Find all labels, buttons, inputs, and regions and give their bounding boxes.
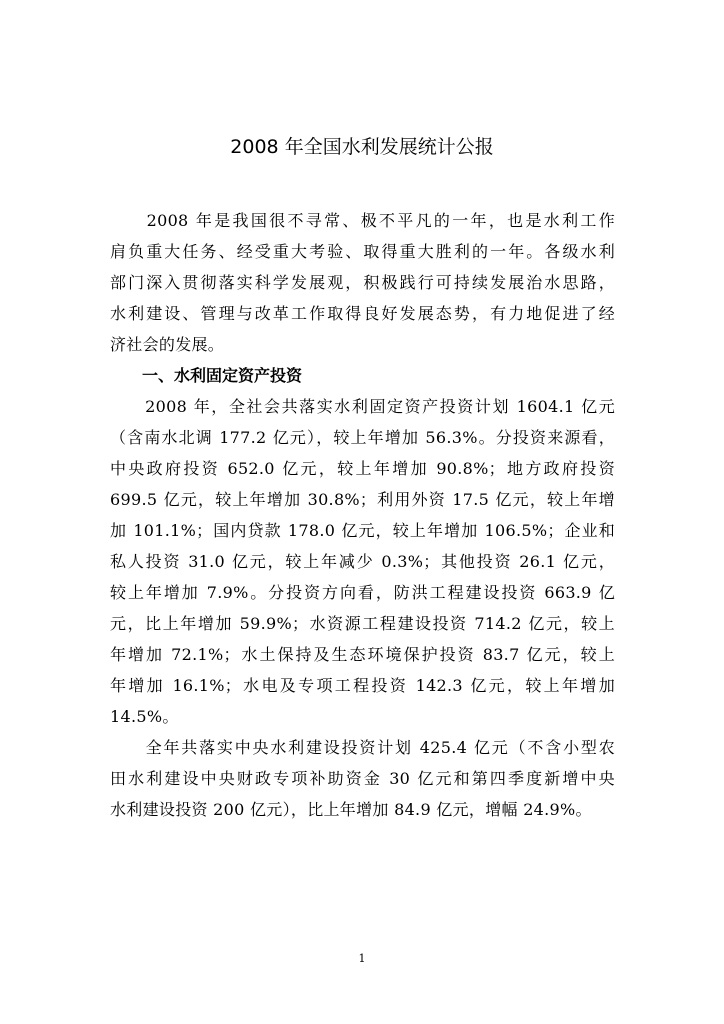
text-line: 部门深入贯彻落实科学发展观，积极践行可持续发展治水思路，	[110, 273, 615, 292]
text-line: 699.5 亿元，较上年增加 30.8%；利用外资 17.5 亿元，较上年增	[110, 490, 615, 509]
section-heading: 一、水利固定资产投资	[142, 366, 303, 385]
text-line: 元，比上年增加 59.9%；水资源工程建设投资 714.2 亿元，较上	[110, 614, 615, 633]
central-investment-paragraph	[110, 732, 615, 825]
text-line: 年增加 16.1%；水电及专项工程投资 142.3 亿元，较上年增加	[110, 676, 615, 695]
intro-paragraph	[110, 205, 615, 360]
text-line: 肩负重大任务、经受重大考验、取得重大胜利的一年。各级水利	[110, 242, 615, 261]
document-title: 2008 年全国水利发展统计公报	[230, 136, 494, 158]
text-line: 田水利建设中央财政专项补助资金 30 亿元和第四季度新增中央	[110, 769, 615, 788]
text-line: 中央政府投资 652.0 亿元，较上年增加 90.8%；地方政府投资	[110, 459, 615, 478]
page-number: 1	[358, 952, 366, 965]
text-line: 2008 年是我国很不寻常、极不平凡的一年，也是水利工作	[110, 211, 615, 230]
text-line: 加 101.1%；国内贷款 178.0 亿元，较上年增加 106.5%；企业和	[110, 521, 615, 540]
document-body	[110, 205, 615, 825]
text-line: 年增加 72.1%；水土保持及生态环境保护投资 83.7 亿元，较上	[110, 645, 615, 664]
text-line: 全年共落实中央水利建设投资计划 425.4 亿元（不含小型农	[110, 738, 615, 757]
text-line: 14.5%。	[110, 707, 179, 726]
investment-paragraph	[110, 391, 615, 732]
text-line: 水利建设投资 200 亿元），比上年增加 84.9 亿元，增幅 24.9%。	[110, 800, 592, 819]
text-line: 2008 年，全社会共落实水利固定资产投资计划 1604.1 亿元	[110, 397, 615, 416]
text-line: （含南水北调 177.2 亿元），较上年增加 56.3%。分投资来源看，	[110, 428, 615, 447]
text-line: 较上年增加 7.9%。分投资方向看，防洪工程建设投资 663.9 亿	[110, 583, 615, 602]
text-line: 私人投资 31.0 亿元，较上年减少 0.3%；其他投资 26.1 亿元，	[110, 552, 615, 571]
text-line: 济社会的发展。	[110, 335, 225, 354]
text-line: 水利建设、管理与改革工作取得良好发展态势，有力地促进了经	[110, 304, 615, 323]
